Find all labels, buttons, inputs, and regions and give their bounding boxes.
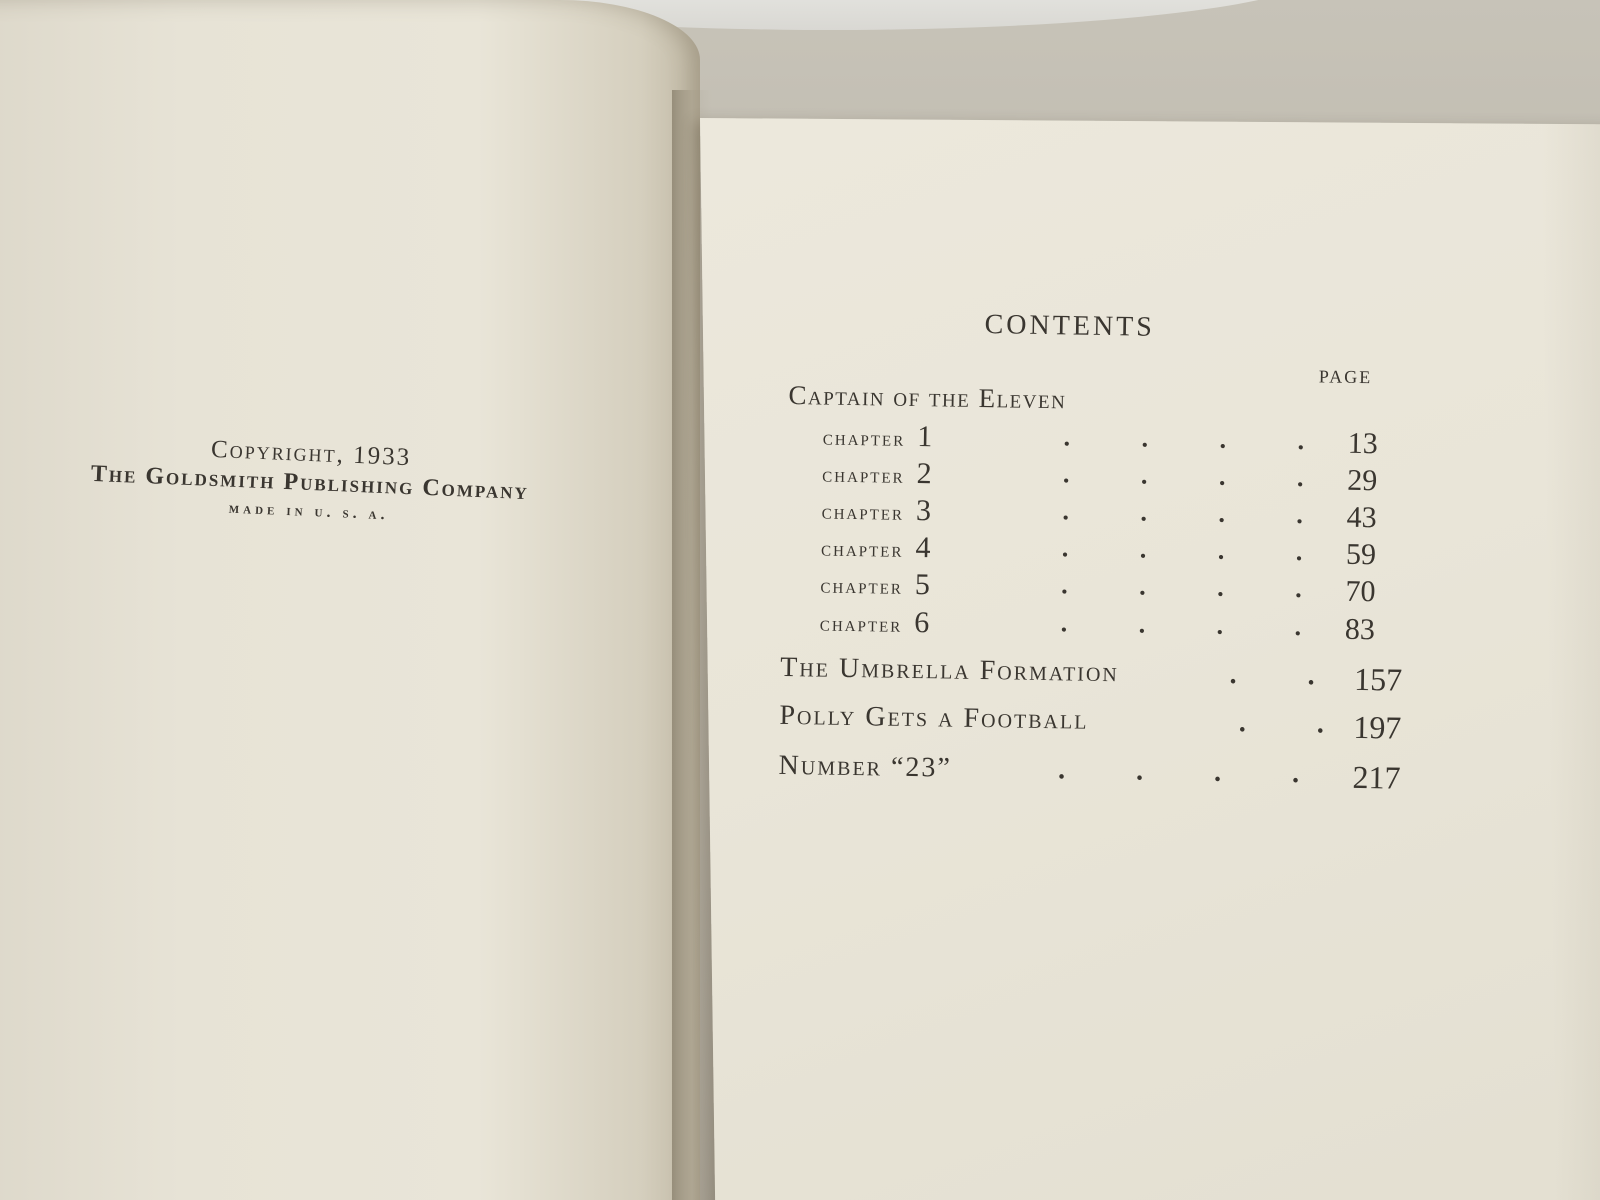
chapter-label (820, 605, 930, 641)
story-title: Number “23” (778, 749, 953, 784)
story-title: Polly Gets a Football (779, 699, 1089, 736)
dot-leader: . . . . (1061, 533, 1303, 567)
chapter-label (823, 419, 933, 455)
dot-leader: . . . . (1060, 608, 1302, 642)
chapter-number: 3 (915, 494, 932, 528)
chapter-page-number: 59 (1345, 537, 1377, 572)
chapter-word: chapter (822, 461, 905, 488)
chapter-word: chapter (821, 498, 905, 525)
chapter-page-number: 29 (1346, 463, 1378, 498)
chapter-page-number: 13 (1347, 426, 1379, 461)
contents-title: CONTENTS (984, 309, 1156, 343)
chapter-number: 6 (914, 605, 930, 640)
chapter-label (822, 456, 932, 492)
chapter-number: 5 (914, 567, 931, 602)
chapter-label (821, 493, 931, 529)
dot-leader: . . . . (1062, 459, 1304, 493)
dot-leader: . . (1238, 707, 1325, 740)
page-column-header: PAGE (1318, 366, 1373, 388)
chapter-word: chapter (819, 610, 903, 637)
copyright-line: Copyright, 1933 (210, 435, 412, 472)
chapter-label (821, 530, 931, 566)
chapter-label (820, 567, 930, 603)
story-page-number: 197 (1353, 708, 1402, 746)
dot-leader: . . . . (1061, 570, 1303, 604)
section-title: Captain of the Eleven (788, 379, 1067, 415)
story-title: The Umbrella Formation (779, 651, 1120, 689)
chapter-page-number: 83 (1344, 612, 1376, 647)
dot-leader: . . . . (1057, 754, 1300, 790)
chapter-word: chapter (820, 535, 904, 562)
chapter-number: 4 (915, 531, 931, 565)
chapter-word: chapter (820, 572, 904, 599)
made-in-line: made in u. s. a. (228, 499, 389, 524)
chapter-number: 2 (916, 457, 932, 491)
story-page-number: 217 (1352, 758, 1401, 796)
chapter-number: 1 (916, 420, 933, 454)
publisher-line: The Goldsmith Publishing Company (90, 460, 530, 506)
dot-leader: . . . . (1062, 496, 1304, 530)
dot-leader: . . . . (1063, 422, 1305, 456)
chapter-page-number: 70 (1345, 574, 1376, 609)
dot-leader: . . (1229, 658, 1315, 692)
chapter-page-number: 43 (1346, 500, 1377, 535)
story-page-number: 157 (1353, 660, 1403, 698)
chapter-word: chapter (822, 424, 906, 451)
left-book-page (0, 0, 700, 1200)
